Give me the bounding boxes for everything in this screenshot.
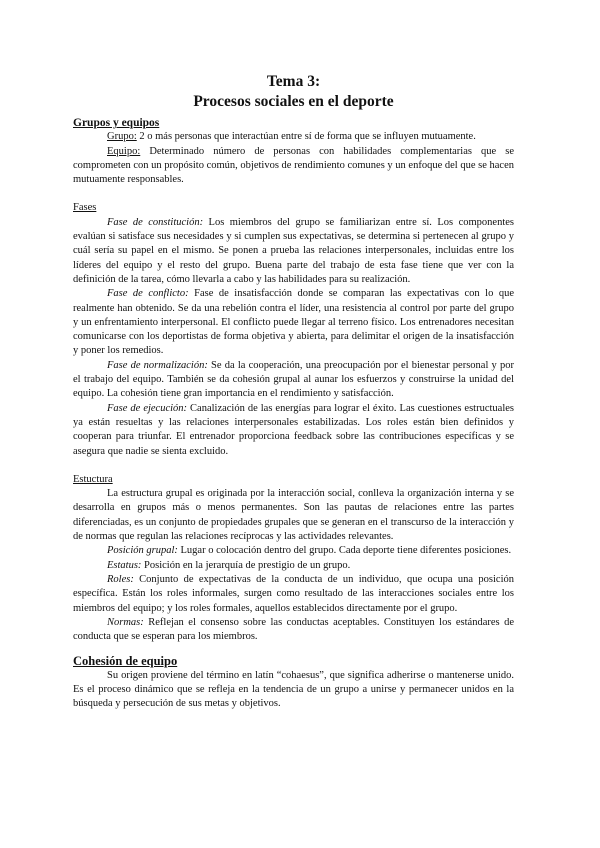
- document-subtitle: Procesos sociales en el deporte: [193, 93, 394, 110]
- text-posicion-grupal: Lugar o colocación dentro del grupo. Cada deporte tiene diferentes posiciones.: [177, 545, 512, 557]
- term-posicion-grupal: Posición grupal:: [107, 545, 178, 557]
- definition-grupo: [73, 130, 514, 144]
- term-fase-constitucion: Fase de constitución:: [107, 216, 204, 228]
- text-roles: Conjunto de expectativas de la conducta de un individuo, que ocupa una posición específica. Están los roles informales, surgen como resultado de las interacciones sociales entre los miembros del equipo; y los roles formales, aquellos establecidos directamente por el grupo.: [73, 573, 514, 614]
- paragraph-cohesion: Su origen proviene del término en latín “cohaesus”, que significa adherirse o mantenerse unido. Es el proceso dinámico que se refleja en la tendencia de un grupo a unirse y permanecer unidos en la búsqueda y persecución de sus metas y objetivos.: [73, 669, 514, 710]
- text-normas: Reflejan el consenso sobre las conductas aceptables. Constituyen los estándares de conducta que se esperan para los miembros.: [73, 616, 514, 643]
- text-fase-normalizacion: Se da la cooperación, una preocupación por el bienestar personal y por el trabajo del equipo. También se da cohesión grupal al aunar los esfuerzos y construirse la unidad del equipo. La cohesión tiene gran importancia en el rendimiento y satisfacción.: [73, 359, 514, 400]
- section-heading-fases: Fases: [73, 202, 97, 214]
- text-fase-conflicto: Fase de insatisfacción donde se comparan las expectativas con lo que realmente han obtenido. Se da una rebelión contra el líder, una resistencia al control por parte del grupo y un enfrentamiento interpersonal. El conflicto puede llegar al terreno físico. Los entrenadores necesitan comunicarse con los deportistas de forma objetiva y abierta, para delimitar el origen de la insatisfacción y poner los remedios.: [73, 288, 514, 357]
- paragraph-estatus: [73, 559, 514, 573]
- text-grupo: 2 o más personas que interactúan entre sí de forma que se influyen mutuamente.: [136, 131, 476, 143]
- paragraph-roles: [73, 573, 514, 616]
- text-fase-constitucion: Los miembros del grupo se familiarizan entre sí. Los componentes evalúan si satisface sus necesidades y si cumplen sus expectativas, se determina si pertenecen al grupo y cuál sería su papel en el mismo. Se ponen a prueba las relaciones interpersonales, incluidas entre los líderes del equipo y el resto del grupo. Buena parte del trabajo de esta fase tiene que ver con la definición de la tarea, cómo llevarla a cabo y las habilidades para su realización.: [73, 216, 514, 285]
- paragraph-posicion-grupal: [73, 544, 514, 558]
- section-heading-grupos: Grupos y equipos: [73, 117, 160, 129]
- term-fase-ejecucion: Fase de ejecución:: [107, 402, 188, 414]
- term-fase-conflicto: Fase de conflicto:: [107, 288, 189, 300]
- paragraph-fase-constitucion: [73, 216, 514, 287]
- section-heading-cohesion: Cohesión de equipo: [73, 654, 178, 669]
- paragraph-normas: [73, 616, 514, 645]
- term-equipo: Equipo:: [107, 145, 141, 157]
- term-roles: Roles:: [107, 573, 134, 585]
- term-fase-normalizacion: Fase de normalización:: [107, 359, 208, 371]
- term-estatus: Estatus:: [107, 559, 142, 571]
- paragraph-fase-ejecucion: [73, 402, 514, 459]
- paragraph-fase-conflicto: [73, 287, 514, 358]
- text-fase-ejecucion: Canalización de las energías para lograr el éxito. Las cuestiones estructuales ya están resueltas y las relaciones interpersonales estabilizadas. Los roles están bien definidos y cooperan para triunfar. El entrenador proporciona feedback sobre las contribuciones específicas y se asegura que nadie se sienta excluido.: [73, 402, 514, 457]
- term-normas: Normas:: [107, 616, 144, 628]
- text-estatus: Posición en la jerarquía de prestigio de un grupo.: [141, 559, 351, 571]
- document-title: Tema 3:: [266, 73, 321, 90]
- definition-equipo: [73, 145, 514, 188]
- paragraph-fase-normalizacion: [73, 359, 514, 402]
- paragraph-estructura-intro: La estructura grupal es originada por la interacción social, conlleva la organización interna y se desarrolla en grupos más o menos permanentes. Son las pautas de relaciones entre las partes diferenciadas, es un conjunto de propiedades grupales que se generan en el transcurso de la interacción y de normas que regulan las relaciones recíprocas y las actividades relevantes.: [73, 488, 514, 543]
- term-grupo: Grupo:: [107, 131, 137, 143]
- section-heading-estructura: Estuctura: [73, 473, 113, 485]
- text-equipo: Determinado número de personas con habilidades complementarias que se comprometen con un propósito común, objetivos de rendimiento comunes y un enfoque del que se hacen mutuamente responsables.: [73, 145, 514, 186]
